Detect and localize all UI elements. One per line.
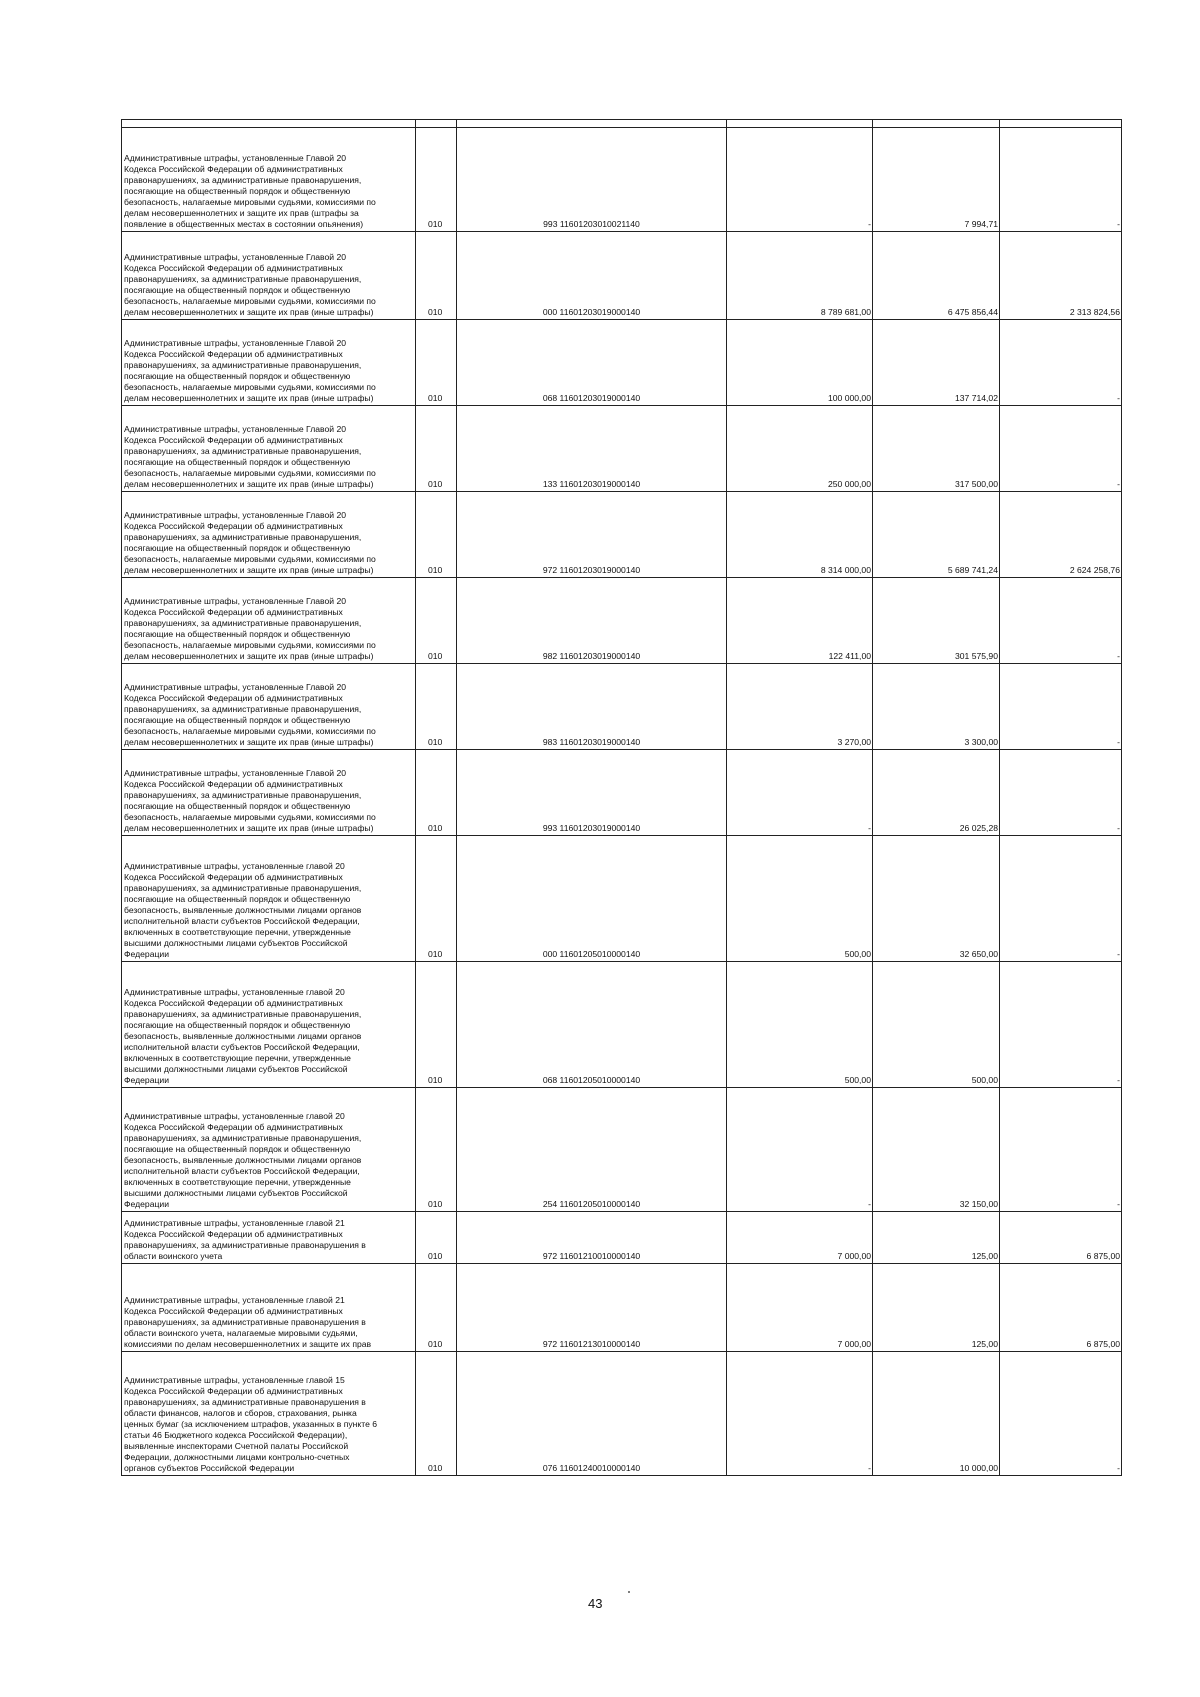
row-executed-amount: 125,00 xyxy=(873,1212,1000,1264)
row-line-code: 010 xyxy=(416,750,457,836)
row-line-code: 010 xyxy=(416,492,457,578)
row-unexecuted-amount: - xyxy=(1000,836,1122,962)
row-unexecuted-amount: - xyxy=(1000,1088,1122,1212)
row-executed-amount: 32 650,00 xyxy=(873,836,1000,962)
row-description: Административные штрафы, установленные Главой 20 Кодекса Российской Федерации об административных правонарушениях, за административные правонарушения, посягающие на общественный порядок и общественную безопасность, налагаемые мировыми судьями, комиссиями по делам несовершеннолетних и защите их прав (иные штрафы) xyxy=(122,664,416,750)
row-income-code: 972 11601203019000140 xyxy=(457,492,727,578)
table-row xyxy=(122,1264,1122,1352)
row-unexecuted-amount: - xyxy=(1000,578,1122,664)
row-description: Административные штрафы, установленные главой 15 Кодекса Российской Федерации об административных правонарушениях, за административные правонарушения в области финансов, налогов и сборов, страхования, рынка ценных бумаг (за исключением штрафов, указанных в пункте 6 статьи 46 Бюджетного кодекса Российской Федерации), выявленные инспекторами Счетной палаты Российской Федерации, должностными лицами контрольно-счетных органов субъектов Российской Федерации xyxy=(122,1352,416,1476)
row-description: Административные штрафы, установленные Главой 20 Кодекса Российской Федерации об административных правонарушениях, за административные правонарушения, посягающие на общественный порядок и общественную безопасность, налагаемые мировыми судьями, комиссиями по делам несовершеннолетних и защите их прав (иные штрафы) xyxy=(122,406,416,492)
row-line-code: 010 xyxy=(416,1352,457,1476)
row-income-code: 000 11601203019000140 xyxy=(457,232,727,320)
table-row xyxy=(122,406,1122,492)
row-line-code: 010 xyxy=(416,578,457,664)
table-row xyxy=(122,664,1122,750)
table-row xyxy=(122,320,1122,406)
row-approved-amount: 100 000,00 xyxy=(727,320,873,406)
row-line-code: 010 xyxy=(416,664,457,750)
row-approved-amount: 7 000,00 xyxy=(727,1264,873,1352)
row-line-code: 010 xyxy=(416,1088,457,1212)
row-description: Административные штрафы, установленные главой 20 Кодекса Российской Федерации об административных правонарушениях, за административные правонарушения, посягающие на общественный порядок и общественную безопасность, выявленные должностными лицами органов исполнительной власти субъектов Российской Федерации, включенных в соответствующие перечни, утвержденные высшими должностными лицами субъектов Российской Федерации xyxy=(122,1088,416,1212)
row-income-code: 000 11601205010000140 xyxy=(457,836,727,962)
row-executed-amount: 7 994,71 xyxy=(873,128,1000,232)
table-top-border-row xyxy=(122,120,1122,128)
row-executed-amount: 5 689 741,24 xyxy=(873,492,1000,578)
row-executed-amount: 317 500,00 xyxy=(873,406,1000,492)
row-line-code: 010 xyxy=(416,836,457,962)
row-unexecuted-amount: - xyxy=(1000,128,1122,232)
row-line-code: 010 xyxy=(416,1212,457,1264)
row-unexecuted-amount: 6 875,00 xyxy=(1000,1212,1122,1264)
row-description: Административные штрафы, установленные главой 20 Кодекса Российской Федерации об административных правонарушениях, за административные правонарушения, посягающие на общественный порядок и общественную безопасность, выявленные должностными лицами органов исполнительной власти субъектов Российской Федерации, включенных в соответствующие перечни, утвержденные высшими должностными лицами субъектов Российской Федерации xyxy=(122,962,416,1088)
row-approved-amount: - xyxy=(727,1088,873,1212)
table-row xyxy=(122,1212,1122,1264)
row-executed-amount: 32 150,00 xyxy=(873,1088,1000,1212)
scan-speck xyxy=(628,1591,630,1593)
row-description: Административные штрафы, установленные главой 20 Кодекса Российской Федерации об административных правонарушениях, за административные правонарушения, посягающие на общественный порядок и общественную безопасность, выявленные должностными лицами органов исполнительной власти субъектов Российской Федерации, включенных в соответствующие перечни, утвержденные высшими должностными лицами субъектов Российской Федерации xyxy=(122,836,416,962)
row-income-code: 982 11601203019000140 xyxy=(457,578,727,664)
row-executed-amount: 137 714,02 xyxy=(873,320,1000,406)
row-income-code: 972 11601213010000140 xyxy=(457,1264,727,1352)
table-row xyxy=(122,836,1122,962)
row-unexecuted-amount: 2 313 824,56 xyxy=(1000,232,1122,320)
row-approved-amount: 500,00 xyxy=(727,836,873,962)
row-approved-amount: 122 411,00 xyxy=(727,578,873,664)
row-income-code: 993 11601203010021140 xyxy=(457,128,727,232)
row-executed-amount: 26 025,28 xyxy=(873,750,1000,836)
row-unexecuted-amount: 6 875,00 xyxy=(1000,1264,1122,1352)
row-line-code: 010 xyxy=(416,320,457,406)
row-unexecuted-amount: - xyxy=(1000,406,1122,492)
table-row xyxy=(122,1088,1122,1212)
row-executed-amount: 301 575,90 xyxy=(873,578,1000,664)
row-approved-amount: 8 789 681,00 xyxy=(727,232,873,320)
table-row xyxy=(122,232,1122,320)
row-executed-amount: 125,00 xyxy=(873,1264,1000,1352)
row-income-code: 068 11601203019000140 xyxy=(457,320,727,406)
row-description: Административные штрафы, установленные главой 21 Кодекса Российской Федерации об административных правонарушениях, за административные правонарушения в области воинского учета xyxy=(122,1212,416,1264)
row-description: Административные штрафы, установленные Главой 20 Кодекса Российской Федерации об административных правонарушениях, за административные правонарушения, посягающие на общественный порядок и общественную безопасность, налагаемые мировыми судьями, комиссиями по делам несовершеннолетних и защите их прав (иные штрафы) xyxy=(122,750,416,836)
row-income-code: 972 11601210010000140 xyxy=(457,1212,727,1264)
row-income-code: 068 11601205010000140 xyxy=(457,962,727,1088)
row-line-code: 010 xyxy=(416,406,457,492)
row-description: Административные штрафы, установленные главой 21 Кодекса Российской Федерации об административных правонарушениях, за административные правонарушения в области воинского учета, налагаемые мировыми судьями, комиссиями по делам несовершеннолетних и защите их прав xyxy=(122,1264,416,1352)
row-income-code: 254 11601205010000140 xyxy=(457,1088,727,1212)
row-approved-amount: 7 000,00 xyxy=(727,1212,873,1264)
row-executed-amount: 10 000,00 xyxy=(873,1352,1000,1476)
row-income-code: 133 11601203019000140 xyxy=(457,406,727,492)
row-approved-amount: 8 314 000,00 xyxy=(727,492,873,578)
row-approved-amount: - xyxy=(727,750,873,836)
row-description: Административные штрафы, установленные Главой 20 Кодекса Российской Федерации об административных правонарушениях, за административные правонарушения, посягающие на общественный порядок и общественную безопасность, налагаемые мировыми судьями, комиссиями по делам несовершеннолетних и защите их прав (иные штрафы) xyxy=(122,232,416,320)
row-unexecuted-amount: 2 624 258,76 xyxy=(1000,492,1122,578)
row-line-code: 010 xyxy=(416,962,457,1088)
row-approved-amount: 500,00 xyxy=(727,962,873,1088)
table-row xyxy=(122,578,1122,664)
row-income-code: 983 11601203019000140 xyxy=(457,664,727,750)
table-row xyxy=(122,1352,1122,1476)
row-description: Административные штрафы, установленные Главой 20 Кодекса Российской Федерации об административных правонарушениях, за административные правонарушения, посягающие на общественный порядок и общественную безопасность, налагаемые мировыми судьями, комиссиями по делам несовершеннолетних и защите их прав (штрафы за появление в общественных местах в состоянии опьянения) xyxy=(122,128,416,232)
row-approved-amount: - xyxy=(727,1352,873,1476)
table-row xyxy=(122,962,1122,1088)
row-line-code: 010 xyxy=(416,1264,457,1352)
row-description: Административные штрафы, установленные Главой 20 Кодекса Российской Федерации об административных правонарушениях, за административные правонарушения, посягающие на общественный порядок и общественную безопасность, налагаемые мировыми судьями, комиссиями по делам несовершеннолетних и защите их прав (иные штрафы) xyxy=(122,320,416,406)
row-income-code: 076 11601240010000140 xyxy=(457,1352,727,1476)
row-approved-amount: - xyxy=(727,128,873,232)
row-unexecuted-amount: - xyxy=(1000,962,1122,1088)
row-line-code: 010 xyxy=(416,232,457,320)
row-executed-amount: 6 475 856,44 xyxy=(873,232,1000,320)
table-row xyxy=(122,128,1122,232)
row-unexecuted-amount: - xyxy=(1000,1352,1122,1476)
budget-income-table xyxy=(121,119,1122,1476)
row-executed-amount: 500,00 xyxy=(873,962,1000,1088)
row-unexecuted-amount: - xyxy=(1000,750,1122,836)
row-line-code: 010 xyxy=(416,128,457,232)
page-number: 43 xyxy=(588,1596,603,1611)
row-description: Административные штрафы, установленные Главой 20 Кодекса Российской Федерации об административных правонарушениях, за административные правонарушения, посягающие на общественный порядок и общественную безопасность, налагаемые мировыми судьями, комиссиями по делам несовершеннолетних и защите их прав (иные штрафы) xyxy=(122,578,416,664)
row-description: Административные штрафы, установленные Главой 20 Кодекса Российской Федерации об административных правонарушениях, за административные правонарушения, посягающие на общественный порядок и общественную безопасность, налагаемые мировыми судьями, комиссиями по делам несовершеннолетних и защите их прав (иные штрафы) xyxy=(122,492,416,578)
row-unexecuted-amount: - xyxy=(1000,320,1122,406)
row-approved-amount: 3 270,00 xyxy=(727,664,873,750)
table-row xyxy=(122,750,1122,836)
table-row xyxy=(122,492,1122,578)
row-income-code: 993 11601203019000140 xyxy=(457,750,727,836)
row-unexecuted-amount: - xyxy=(1000,664,1122,750)
row-executed-amount: 3 300,00 xyxy=(873,664,1000,750)
row-approved-amount: 250 000,00 xyxy=(727,406,873,492)
